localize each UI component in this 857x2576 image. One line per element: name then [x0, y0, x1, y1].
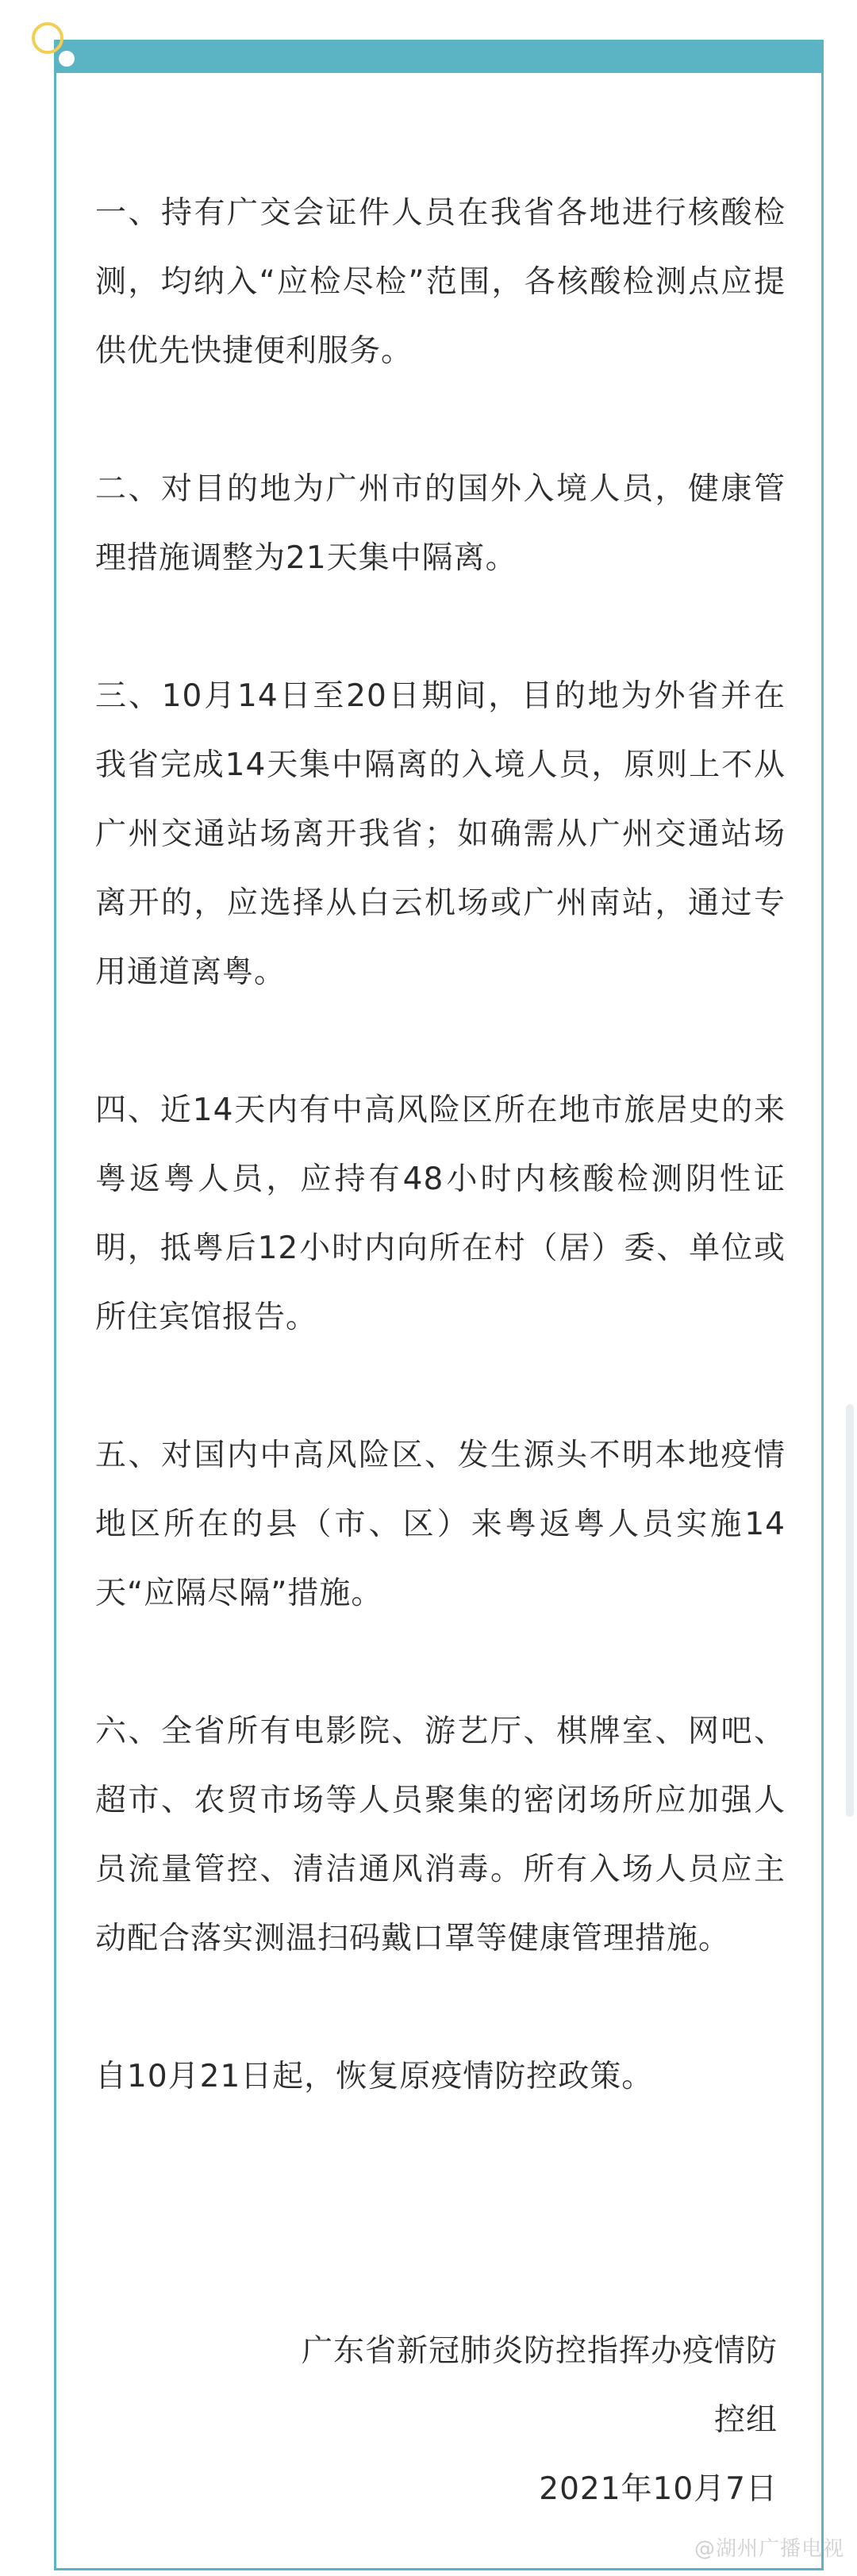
paragraph-5: 五、对国内中高风险区、发生源头不明本地疫情地区所在的县（市、区）来粤返粤人员实施14天“应隔尽隔”措施。: [95, 1438, 786, 1611]
signature-block: [143, 2317, 778, 2524]
paragraph-1: 一、持有广交会证件人员在我省各地进行核酸检测，均纳入“应检尽检”范围，各核酸检测点应提供优先快捷便利服务。: [95, 195, 786, 369]
watermark: @湖州广播电视: [694, 2537, 844, 2561]
decorative-dot-icon: [59, 51, 75, 67]
paragraph-7: 自10月21日起，恢复原疫情防控政策。: [95, 2059, 654, 2094]
signature-org-line1: 广东省新冠肺炎防控指挥办疫情防: [301, 2333, 778, 2369]
signature-org-line2: 控组: [713, 2402, 778, 2438]
paragraph-3: 三、10月14日至20日期间，目的地为外省并在我省完成14天集中隔离的入境人员，原则上不从广州交通站场离开我省；如确需从广州交通站场离开的，应选择从白云机场或广州南站，通过专用通道离粤。: [95, 678, 786, 990]
paragraph-6: 六、全省所有电影院、游艺厅、棋牌室、网吧、超市、农贸市场等人员聚集的密闭场所应加强人员流量管控、清洁通风消毒。所有入场人员应主动配合落实测温扫码戴口罩等健康管理措施。: [95, 1714, 786, 1956]
paragraph-4: 四、近14天内有中高风险区所在地市旅居史的来粤返粤人员，应持有48小时内核酸检测阴性证明，抵粤后12小时内向所在村（居）委、单位或所住宾馆报告。: [95, 1092, 786, 1335]
signature-date: 2021年10月7日: [539, 2471, 778, 2507]
scrollbar[interactable]: [846, 1404, 854, 1817]
decorative-ring-icon: [32, 22, 63, 54]
header-bar: [54, 40, 824, 73]
notice-body: [95, 179, 786, 2111]
paragraph-2: 二、对目的地为广州市的国外入境人员，健康管理措施调整为21天集中隔离。: [95, 471, 786, 576]
